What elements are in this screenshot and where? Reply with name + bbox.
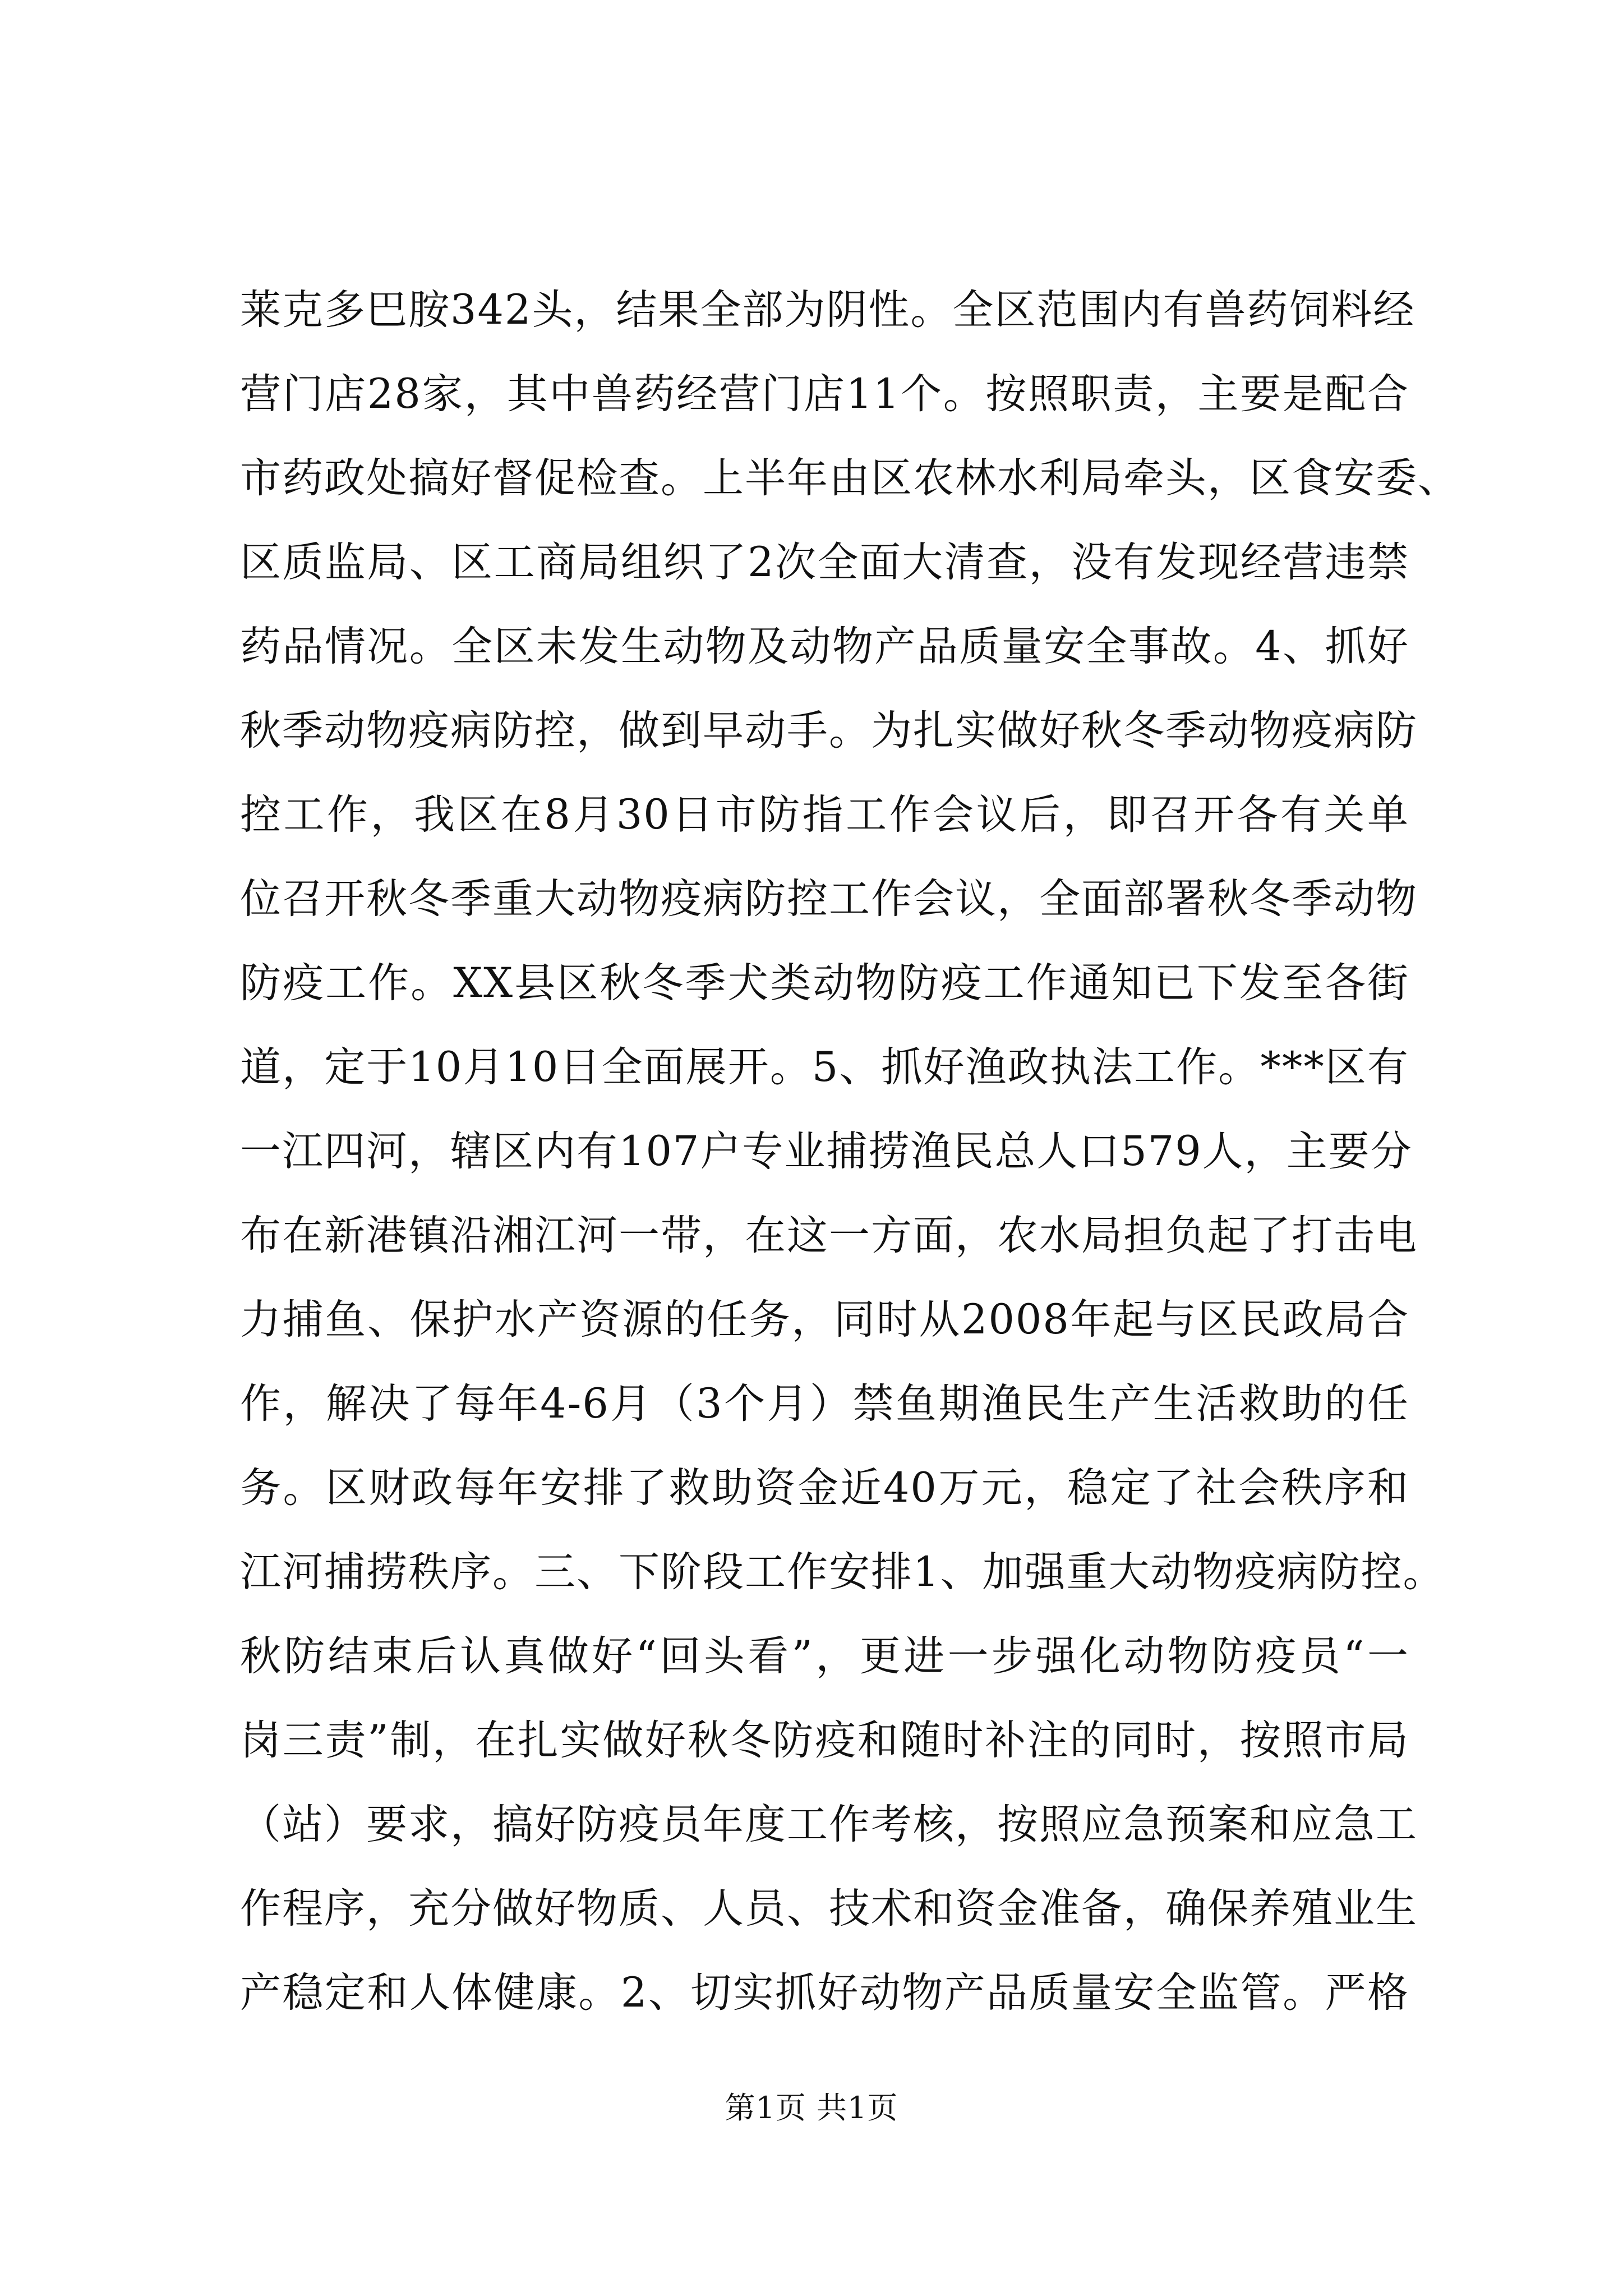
text-line: 力捕鱼、保护水产资源的任务，同时从2008年起与区民政局合	[240, 1296, 1409, 1343]
text-line: 莱克多巴胺342头，结果全部为阴性。全区范围内有兽药饲料经	[240, 286, 1415, 334]
text-line: 产稳定和人体健康。2、切实抓好动物产品质量安全监管。严格	[240, 1969, 1409, 2017]
text-line: （站）要求，搞好防疫员年度工作考核，按照应急预案和应急工	[240, 1801, 1418, 1848]
page-footer: 第1页 共1页	[725, 2090, 898, 2125]
body-text	[240, 268, 1460, 2035]
text-line: 位召开秋冬季重大动物疫病防控工作会议，全面部署秋冬季动物	[240, 875, 1418, 923]
text-line: 区质监局、区工商局组织了2次全面大清查，没有发现经营违禁	[240, 539, 1409, 586]
text-line: 作，解决了每年4-6月（3个月）禁鱼期渔民生产生活救助的任	[240, 1380, 1409, 1428]
text-line: 秋防结束后认真做好“回头看”，更进一步强化动物防疫员“一	[240, 1632, 1409, 1680]
text-line: 道，定于10月10日全面展开。5、抓好渔政执法工作。***区有	[240, 1043, 1409, 1091]
text-line: 布在新港镇沿湘江河一带，在这一方面，农水局担负起了打击电	[240, 1212, 1418, 1259]
text-line: 市药政处搞好督促检查。上半年由区农林水利局牵头，区食安委、	[240, 454, 1460, 502]
text-line: 营门店28家，其中兽药经营门店11个。按照职责，主要是配合	[240, 370, 1409, 418]
text-line: 江河捕捞秩序。三、下阶段工作安排1、加强重大动物疫病防控。	[240, 1548, 1445, 1596]
text-line: 一江四河，辖区内有107户专业捕捞渔民总人口579人，主要分	[240, 1128, 1413, 1175]
text-line: 秋季动物疫病防控，做到早动手。为扎实做好秋冬季动物疫病防	[240, 707, 1418, 754]
text-line: 作程序，充分做好物质、人员、技术和资金准备，确保养殖业生	[240, 1885, 1418, 1932]
text-line: 药品情况。全区未发生动物及动物产品质量安全事故。4、抓好	[240, 623, 1409, 670]
text-line: 务。区财政每年安排了救助资金近40万元，稳定了社会秩序和	[240, 1464, 1409, 1512]
text-line: 控工作，我区在8月30日市防指工作会议后，即召开各有关单	[240, 791, 1409, 839]
text-line: 防疫工作。XX县区秋冬季犬类动物防疫工作通知已下发至各街	[240, 959, 1409, 1007]
text-line: 岗三责”制，在扎实做好秋冬防疫和随时补注的同时，按照市局	[240, 1717, 1409, 1764]
